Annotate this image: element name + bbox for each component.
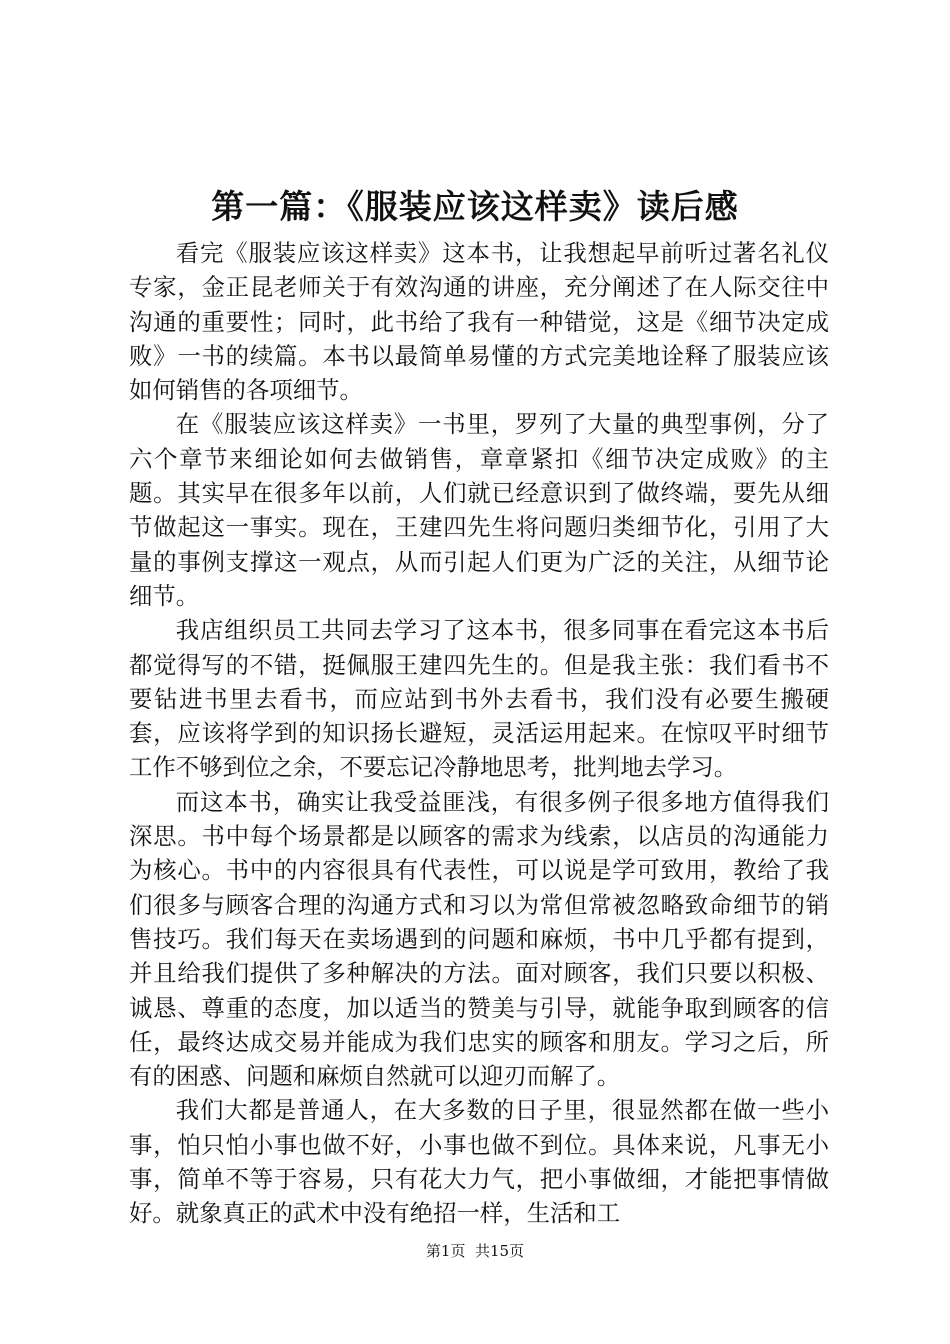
document-body [129, 236, 829, 1231]
document-title: 第一篇：《服装应该这样卖》读后感 [211, 187, 739, 226]
paragraph-5: 我们大都是普通人，在大多数的日子里，很显然都在做一些小事，怕只怕小事也做不好，小事也做不到位。具体来说，凡事无小事，简单不等于容易，只有花大力气，把小事做细，才能把事情做好。就象真正的武术中没有绝招一样，生活和工 [129, 1096, 829, 1228]
paragraph-3: 我店组织员工共同去学习了这本书，很多同事在看完这本书后都觉得写的不错，挺佩服王建四先生的。但是我主张：我们看书不要钻进书里去看书，而应站到书外去看书，我们没有必要生搬硬套，应该将学到的知识扬长避短，灵活运用起来。在惊叹平时细节工作不够到位之余，不要忘记冷静地思考，批判地去学习。 [129, 616, 829, 782]
page-footer: 第1页 共15页 [425, 1242, 525, 1260]
paragraph-4: 而这本书，确实让我受益匪浅，有很多例子很多地方值得我们深思。书中每个场景都是以顾客的需求为线索，以店员的沟通能力为核心。书中的内容很具有代表性，可以说是学可致用，教给了我们很多与顾客合理的沟通方式和习以为常但常被忽略致命细节的销售技巧。我们每天在卖场遇到的问题和麻烦，书中几乎都有提到，并且给我们提供了多种解决的方法。面对顾客，我们只要以积极、诚恳、尊重的态度，加以适当的赞美与引导，就能争取到顾客的信任，最终达成交易并能成为我们忠实的顾客和朋友。学习之后，所有的困惑、问题和麻烦自然就可以迎刃而解了。 [129, 787, 829, 1091]
paragraph-1: 看完《服装应该这样卖》这本书，让我想起早前听过著名礼仪专家，金正昆老师关于有效沟通的讲座，充分阐述了在人际交往中沟通的重要性；同时，此书给了我有一种错觉，这是《细节决定成败》一书的续篇。本书以最简单易懂的方式完美地诠释了服装应该如何销售的各项细节。 [129, 239, 829, 405]
paragraph-2: 在《服装应该这样卖》一书里，罗列了大量的典型事例，分了六个章节来细论如何去做销售，章章紧扣《细节决定成败》的主题。其实早在很多年以前，人们就已经意识到了做终端，要先从细节做起这一事实。现在，王建四先生将问题归类细节化，引用了大量的事例支撑这一观点，从而引起人们更为广泛的关注，从细节论细节。 [129, 410, 829, 610]
